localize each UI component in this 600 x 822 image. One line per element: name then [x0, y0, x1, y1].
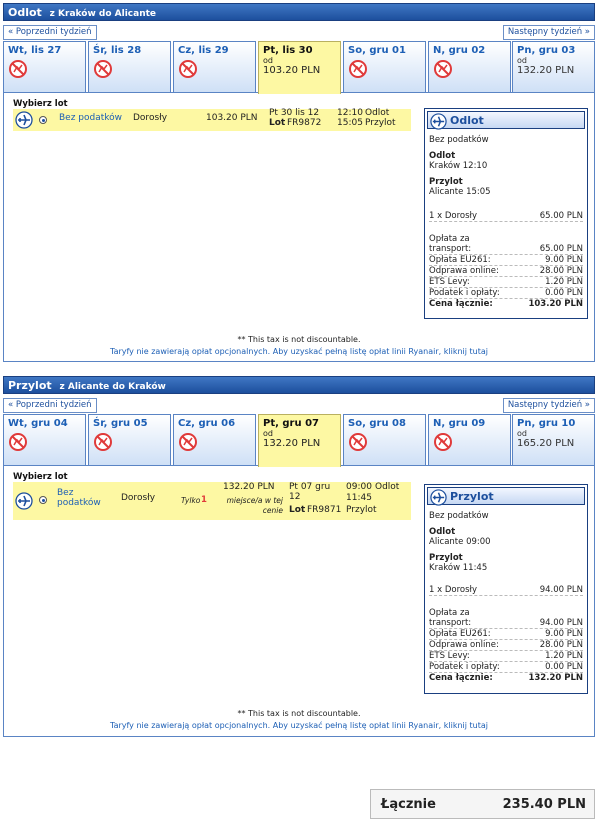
choose-flight-label: Wybierz lot [13, 99, 68, 109]
grand-total-label: Łącznie [381, 797, 436, 812]
summary-header [427, 111, 585, 129]
flight-number-label: Lot [269, 118, 286, 128]
summary-line-label: ETS Levy: [429, 651, 470, 661]
inbound-week-nav [3, 394, 595, 414]
summary-line-value: 0.00 PLN [545, 662, 583, 672]
depart-time: 09:00 [346, 482, 372, 492]
inbound-next-week-button[interactable]: Następny tydzień » [503, 398, 595, 413]
summary-title: Odlot [450, 114, 484, 127]
seats-left-suffix: miejsce/a w tej cenie [226, 496, 283, 515]
day-price: 132.20 PLN [263, 438, 321, 449]
day-label: So, gru 08 [348, 418, 406, 429]
flight-date: Pt 07 gru 12 [289, 482, 331, 502]
summary-tax-line [429, 288, 583, 299]
fare-radio[interactable] [39, 116, 47, 124]
summary-passenger-line [429, 211, 583, 222]
outbound-prev-week-button[interactable]: « Poprzedni tydzień [3, 25, 97, 40]
summary-transport-line [429, 608, 583, 629]
summary-arrive-label: Przylot [429, 177, 463, 187]
day-price: 103.20 PLN [263, 65, 321, 76]
summary-line-value: 28.00 PLN [539, 266, 583, 276]
day-tab[interactable] [512, 41, 595, 92]
summary-line-value: 0.00 PLN [545, 288, 583, 298]
from-label: od [517, 429, 527, 438]
outbound-header-title: Odlot [8, 6, 42, 19]
fare-name: Bez podatków [57, 488, 101, 508]
summary-line-label: Opłata EU261: [429, 629, 491, 639]
passenger-type: Dorosły [121, 493, 156, 503]
fare-name: Bez podatków [59, 113, 123, 123]
no-flights-icon [93, 432, 113, 455]
summary-line-value: 1.20 PLN [545, 277, 583, 287]
day-tab[interactable] [343, 414, 426, 465]
day-tab[interactable] [428, 41, 511, 92]
summary-total-line [429, 299, 583, 309]
flight-row[interactable] [13, 109, 411, 131]
summary-fare-name: Bez podatków [429, 135, 489, 145]
summary-line-label: 1 x Dorosły [429, 211, 477, 221]
summary-line-label: Odprawa online: [429, 640, 499, 650]
summary-total-label: Cena łącznie: [429, 299, 493, 309]
inbound-header-title: Przylot [8, 379, 52, 392]
passenger-type: Dorosły [133, 113, 168, 123]
no-flights-icon [8, 59, 28, 82]
day-tab[interactable] [3, 41, 86, 92]
summary-line-label: 1 x Dorosły [429, 585, 477, 595]
summary-eu261-line [429, 629, 583, 640]
from-label: od [517, 56, 527, 65]
summary-line-value: 9.00 PLN [545, 629, 583, 639]
no-flights-icon [178, 59, 198, 82]
day-label: Pt, gru 07 [263, 418, 319, 429]
day-tab[interactable] [173, 41, 256, 92]
outbound-summary-box [424, 108, 588, 319]
seats-left-count: 1 [201, 495, 207, 505]
summary-eu261-line [429, 255, 583, 266]
outbound-day-tabs [3, 41, 595, 92]
day-label: Pt, lis 30 [263, 45, 313, 56]
summary-passenger-line [429, 585, 583, 596]
arrive-time: 15:05 [337, 118, 363, 128]
outbound-header [3, 3, 595, 21]
day-tab[interactable] [173, 414, 256, 465]
day-label: Pn, gru 03 [517, 45, 576, 56]
day-price: 165.20 PLN [517, 438, 575, 449]
summary-line-label: Podatek i opłaty: [429, 288, 500, 298]
no-flights-icon [178, 432, 198, 455]
summary-arrive-value: Alicante 15:05 [429, 187, 491, 197]
summary-line-value: 65.00 PLN [539, 244, 583, 254]
plane-icon [15, 111, 33, 132]
summary-fare-name: Bez podatków [429, 511, 489, 521]
outbound-flight-panel [3, 92, 595, 362]
summary-line-value: 94.00 PLN [539, 585, 583, 595]
summary-arrive-value: Kraków 11:45 [429, 563, 488, 573]
plane-icon [15, 492, 33, 513]
outbound-next-week-button[interactable]: Następny tydzień » [503, 25, 595, 40]
day-tab[interactable] [88, 41, 171, 92]
depart-label: Odlot [375, 482, 400, 492]
flight-number: FR9872 [287, 118, 322, 128]
summary-depart-value: Alicante 09:00 [429, 537, 491, 547]
summary-arrive-label: Przylot [429, 553, 463, 563]
day-label: N, gru 02 [433, 45, 486, 56]
summary-checkin-line [429, 640, 583, 651]
summary-line-label: ETS Levy: [429, 277, 470, 287]
day-label: N, gru 09 [433, 418, 486, 429]
depart-time: 12:10 [337, 108, 363, 118]
inbound-section [3, 376, 595, 737]
summary-line-label: Podatek i opłaty: [429, 662, 500, 672]
depart-label: Odlot [365, 108, 390, 118]
day-tab[interactable] [88, 414, 171, 465]
summary-line-value: 28.00 PLN [539, 640, 583, 650]
arrive-label: Przylot [346, 505, 377, 515]
outbound-header-route: z Kraków do Alicante [49, 9, 157, 19]
day-tab-selected[interactable] [258, 41, 341, 94]
tax-note: ** This tax is not discountable. [237, 335, 361, 344]
summary-line-label: Odprawa online: [429, 266, 499, 276]
plane-icon [430, 489, 447, 509]
day-tab[interactable] [428, 414, 511, 465]
no-flights-icon [433, 432, 453, 455]
flight-row[interactable] [13, 482, 411, 520]
day-tab-selected[interactable] [258, 414, 341, 467]
arrive-label: Przylot [365, 118, 396, 128]
summary-line-label: Opłata EU261: [429, 255, 491, 265]
summary-depart-value: Kraków 12:10 [429, 161, 488, 171]
day-tab[interactable] [512, 414, 595, 465]
optional-fees-link[interactable]: Taryfy nie zawierają opłat opcjonalnych. Aby uzyskać pełną listę opłat linii Ryanair, kliknij tutaj [110, 347, 488, 356]
flight-date: Pt 30 lis 12 [269, 108, 320, 118]
day-label: Śr, gru 05 [93, 418, 148, 429]
summary-checkin-line [429, 266, 583, 277]
choose-flight-label: Wybierz lot [13, 472, 68, 482]
summary-total-label: Cena łącznie: [429, 673, 493, 683]
summary-title: Przylot [450, 490, 494, 503]
summary-line-label: Opłata za transport: [429, 234, 472, 254]
seats-left-prefix: Tylko [181, 496, 201, 505]
no-flights-icon [433, 59, 453, 82]
summary-total-value: 103.20 PLN [528, 299, 583, 309]
inbound-header-route: z Alicante do Kraków [59, 382, 166, 392]
arrive-time: 11:45 [346, 493, 372, 503]
summary-transport-line [429, 234, 583, 255]
outbound-week-nav [3, 21, 595, 41]
inbound-prev-week-button[interactable]: « Poprzedni tydzień [3, 398, 97, 413]
summary-depart-label: Odlot [429, 151, 456, 161]
day-label: Wt, gru 04 [8, 418, 68, 429]
summary-ets-line [429, 651, 583, 662]
inbound-header [3, 376, 595, 394]
day-tab[interactable] [3, 414, 86, 465]
summary-tax-line [429, 662, 583, 673]
from-label: od [263, 56, 273, 65]
summary-total-line [429, 673, 583, 683]
summary-line-value: 9.00 PLN [545, 255, 583, 265]
grand-total-value: 235.40 PLN [502, 797, 586, 812]
optional-fees-link[interactable]: Taryfy nie zawierają opłat opcjonalnych. Aby uzyskać pełną listę opłat linii Ryanair, kliknij tutaj [110, 721, 488, 730]
plane-icon [430, 113, 447, 133]
day-label: Cz, lis 29 [178, 45, 229, 56]
day-label: Śr, lis 28 [93, 45, 142, 56]
summary-line-value: 1.20 PLN [545, 651, 583, 661]
flight-number: FR9871 [307, 505, 342, 515]
fare-price: 132.20 PLN [223, 482, 275, 492]
no-flights-icon [348, 432, 368, 455]
day-label: So, gru 01 [348, 45, 406, 56]
outbound-section [3, 3, 595, 362]
day-tab[interactable] [343, 41, 426, 92]
inbound-day-tabs [3, 414, 595, 465]
inbound-summary-box [424, 484, 588, 694]
summary-line-label: Opłata za transport: [429, 608, 472, 628]
fare-price: 103.20 PLN [206, 113, 258, 123]
fare-radio[interactable] [39, 496, 47, 504]
flight-number-label: Lot [289, 505, 306, 515]
summary-ets-line [429, 277, 583, 288]
day-price: 132.20 PLN [517, 65, 575, 76]
no-flights-icon [93, 59, 113, 82]
summary-total-value: 132.20 PLN [528, 673, 583, 683]
no-flights-icon [348, 59, 368, 82]
summary-line-value: 65.00 PLN [539, 211, 583, 221]
grand-total-box [370, 789, 595, 819]
day-label: Wt, lis 27 [8, 45, 62, 56]
inbound-flight-panel [3, 465, 595, 737]
day-label: Cz, gru 06 [178, 418, 236, 429]
summary-depart-label: Odlot [429, 527, 456, 537]
no-flights-icon [8, 432, 28, 455]
day-label: Pn, gru 10 [517, 418, 576, 429]
summary-line-value: 94.00 PLN [539, 618, 583, 628]
summary-header [427, 487, 585, 505]
tax-note: ** This tax is not discountable. [237, 709, 361, 718]
from-label: od [263, 429, 273, 438]
